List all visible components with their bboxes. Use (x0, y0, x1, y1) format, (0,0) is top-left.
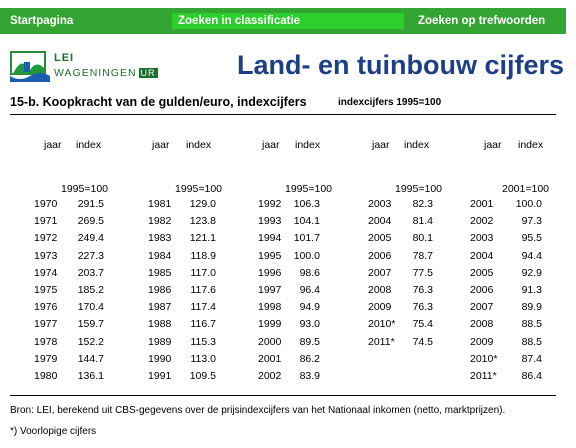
column-header-index: index (295, 139, 321, 151)
table-cell-year: 2011* (470, 370, 497, 382)
table-cell-year: 2002 (258, 370, 282, 382)
table-cell-year: 1993 (258, 215, 282, 228)
table-cell-year: 1987 (148, 301, 172, 314)
base-year-label: 2001=100 (501, 183, 549, 195)
table-cell-year: 1977 (34, 318, 58, 331)
table-cell-year: 2002 (470, 215, 494, 228)
table-cell-year: 1976 (34, 301, 58, 314)
table-cell-year: 2011* (368, 335, 395, 348)
table-cell-year: 2006 (470, 284, 494, 296)
table-cell-year: 1989 (148, 335, 172, 348)
table-cell-year: 1986 (148, 284, 172, 296)
table-cell-year: 1985 (148, 266, 172, 279)
table-cell-year: 1980 (34, 370, 58, 382)
column-header-jaar: jaar (372, 139, 390, 151)
table-title: 15-b. Koopkracht van de gulden/euro, indexcijfers (10, 95, 307, 109)
table-cell-year: 1991 (148, 370, 172, 382)
table-cell-year: 1974 (34, 266, 58, 279)
logo-wageningen-word: WAGENINGEN (54, 67, 137, 79)
column-header-jaar: jaar (262, 139, 280, 151)
table-cell-index: 76.3 (412, 284, 433, 296)
table-cell-index: 93.0 (299, 318, 320, 331)
table-cell-year: 2010* (368, 318, 396, 331)
table-cell-index: 269.5 (77, 215, 104, 228)
table-cell-year: 1983 (148, 232, 172, 245)
column-header-index: index (76, 139, 102, 151)
table-cell-index: 92.9 (521, 266, 542, 279)
base-year-label: 1995=100 (174, 183, 222, 195)
lei-wageningen-logo[interactable] (10, 50, 194, 82)
table-cell-index: 136.1 (77, 370, 104, 382)
table-cell-index: 123.8 (189, 215, 216, 228)
nav-trefwoorden-link[interactable]: Zoeken op trefwoorden (418, 15, 546, 27)
table-cell-year: 2003 (368, 198, 392, 210)
table-cell-index: 83.9 (299, 370, 320, 382)
table-cell-index: 117.4 (190, 301, 216, 314)
table-cell-index: 88.5 (521, 335, 542, 348)
page-title: Land- en tuinbouw cijfers (236, 50, 564, 80)
table-cell-index: 77.5 (412, 266, 433, 279)
logo-ur-badge: UR (140, 68, 156, 78)
table-cell-index: 106.3 (293, 198, 320, 210)
nav-startpagina-link[interactable]: Startpagina (10, 15, 74, 27)
table-cell-year: 1973 (34, 249, 58, 262)
base-year-label: 1995=100 (284, 183, 332, 195)
table-cell-year: 2007 (368, 266, 392, 279)
table-cell-index: 117.0 (190, 266, 216, 279)
table-cell-index: 89.9 (521, 301, 542, 314)
table-cell-index: 96.4 (299, 284, 320, 296)
table-cell-year: 1984 (148, 249, 172, 262)
table-cell-year: 1972 (34, 232, 58, 245)
table-cell-index: 185.2 (77, 284, 104, 296)
table-cell-index: 100.0 (293, 249, 320, 262)
table-cell-index: 86.4 (521, 370, 542, 382)
logo-emblem-icon (10, 50, 50, 82)
table-cell-index: 75.4 (412, 318, 433, 331)
table-cell-index: 80.1 (412, 232, 433, 245)
column-header-jaar: jaar (44, 139, 62, 151)
base-year-label: 1995=100 (60, 183, 108, 195)
table-cell-index: 144.7 (77, 352, 104, 365)
table-cell-index: 121.1 (189, 232, 216, 245)
table-cell-index: 291.5 (77, 198, 104, 210)
table-cell-index: 104.1 (293, 215, 320, 228)
base-year-label: 1995=100 (394, 183, 442, 195)
table-cell-year: 2008 (470, 318, 494, 331)
table-cell-index: 78.7 (412, 249, 433, 262)
table-cell-index: 159.7 (77, 318, 104, 331)
table-cell-year: 1979 (34, 352, 58, 365)
column-header-index: index (404, 139, 430, 151)
table-cell-index: 89.5 (299, 335, 320, 348)
table-cell-index: 249.4 (77, 232, 104, 245)
table-cell-year: 2009 (368, 301, 392, 314)
table-cell-year: 1999 (258, 318, 282, 331)
table-cell-index: 170.4 (77, 301, 104, 314)
table-cell-year: 1971 (34, 215, 58, 228)
table-cell-index: 94.4 (521, 249, 542, 262)
table-cell-index: 76.3 (412, 301, 433, 314)
table-cell-index: 82.3 (412, 198, 433, 210)
table-cell-year: 2010* (470, 352, 498, 365)
table-cell-index: 227.3 (77, 249, 104, 262)
table-cell-index: 94.9 (299, 301, 320, 314)
table-cell-year: 2004 (470, 249, 494, 262)
footnote: *) Voorlopige cijfers (10, 426, 97, 437)
table-cell-year: 2005 (470, 266, 494, 279)
column-header-index: index (186, 139, 212, 151)
table-cell-year: 1982 (148, 215, 172, 228)
table-cell-year: 2003 (470, 232, 494, 245)
table-cell-index: 203.7 (77, 266, 104, 279)
table-cell-index: 74.5 (412, 335, 433, 348)
index-note: indexcijfers 1995=100 (338, 97, 442, 108)
table-cell-year: 2001 (470, 198, 494, 210)
table-cell-year: 2004 (368, 215, 392, 228)
table-top-rule (10, 114, 556, 115)
table-cell-year: 1998 (258, 301, 282, 314)
table-cell-index: 109.5 (189, 370, 216, 382)
table-cell-year: 1992 (258, 198, 282, 210)
table-cell-index: 97.3 (521, 215, 542, 228)
nav-classificatie-link[interactable]: Zoeken in classificatie (172, 13, 404, 29)
table-cell-year: 1981 (148, 198, 172, 210)
table-cell-year: 1970 (34, 198, 58, 210)
table-cell-year: 1978 (34, 335, 58, 348)
table-cell-year: 1997 (258, 284, 282, 296)
table-cell-index: 152.2 (77, 335, 104, 348)
logo-lei-text: LEI (54, 52, 75, 64)
table-cell-year: 2001 (258, 352, 282, 365)
table-cell-year: 1988 (148, 318, 172, 331)
table-cell-year: 2007 (470, 301, 494, 314)
table-cell-index: 81.4 (412, 215, 433, 228)
table-cell-index: 115.3 (190, 335, 216, 348)
table-cell-index: 117.6 (190, 284, 216, 296)
table-cell-year: 2000 (258, 335, 282, 348)
top-navigation-bar (0, 8, 566, 34)
table-cell-year: 2008 (368, 284, 392, 296)
table-cell-index: 129.0 (189, 198, 216, 210)
table-cell-year: 2005 (368, 232, 392, 245)
table-cell-index: 101.7 (293, 232, 320, 245)
table-cell-index: 113.0 (190, 352, 216, 365)
source-note: Bron: LEI, berekend uit CBS-gegevens over de prijsindexcijfers van het Nationaal inkomen (netto, marktprijzen). (10, 405, 506, 416)
column-header-jaar: jaar (484, 139, 502, 151)
table-cell-year: 1990 (148, 352, 172, 365)
table-cell-year: 2006 (368, 249, 392, 262)
logo-wageningen-text (54, 67, 158, 79)
column-header-jaar: jaar (152, 139, 170, 151)
table-bottom-rule (10, 395, 556, 396)
table-cell-index: 87.4 (521, 352, 542, 365)
table-cell-year: 1975 (34, 284, 58, 296)
table-cell-index: 116.7 (190, 318, 216, 331)
table-cell-index: 98.6 (299, 266, 320, 279)
table-cell-index: 100.0 (515, 198, 542, 210)
table-cell-year: 1994 (258, 232, 282, 245)
table-cell-year: 2009 (470, 335, 494, 348)
column-header-index: index (518, 139, 544, 151)
table-cell-index: 86.2 (299, 352, 320, 365)
table-cell-year: 1995 (258, 249, 282, 262)
table-cell-index: 91.3 (521, 284, 542, 296)
table-cell-index: 118.9 (190, 249, 216, 262)
table-cell-year: 1996 (258, 266, 282, 279)
table-cell-index: 95.5 (521, 232, 542, 245)
table-cell-index: 88.5 (521, 318, 542, 331)
